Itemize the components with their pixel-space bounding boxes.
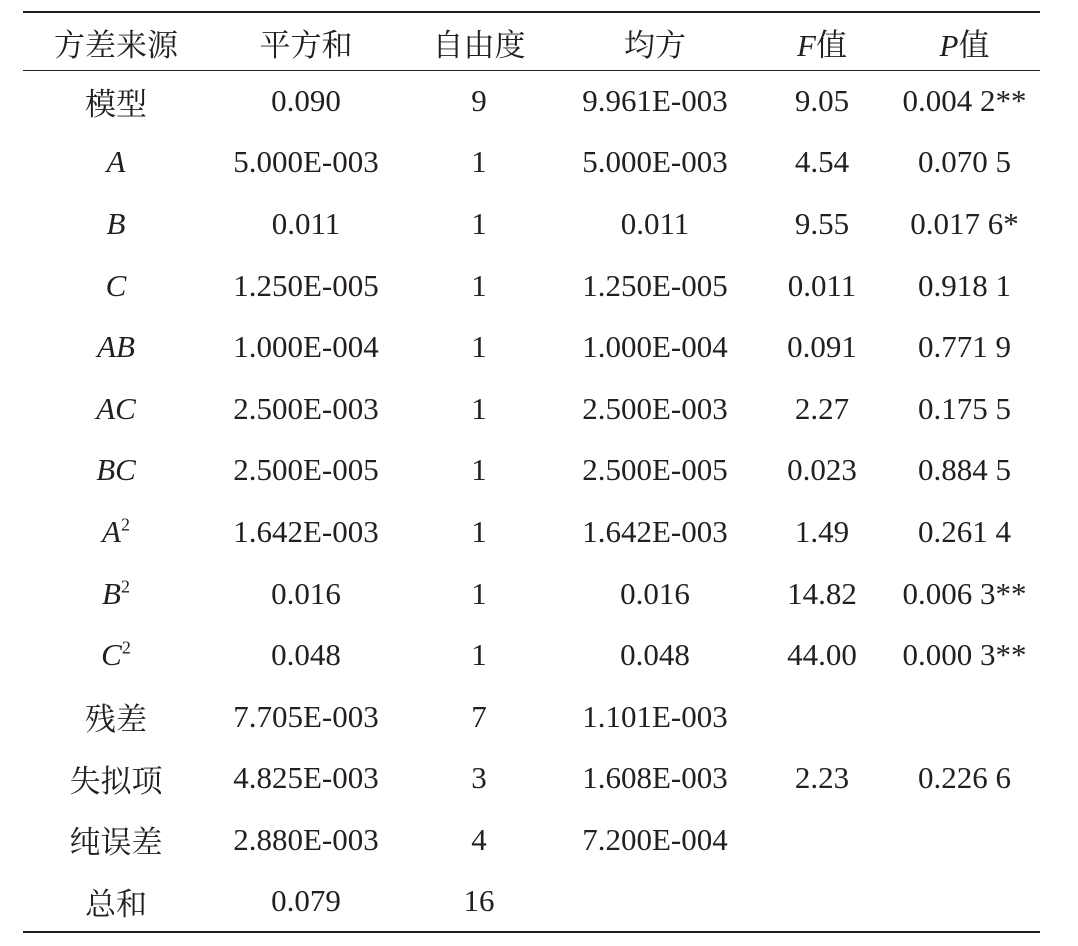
cell-source: $C^2$ [101, 637, 131, 673]
cell-degrees-of-freedom: 1 [471, 637, 487, 673]
cell-mean-square: 0.048 [620, 637, 690, 673]
cell-p-value: 0.884 5 [918, 452, 1011, 488]
header-sum-of-squares: 平方和 [259, 27, 353, 63]
header-f-value: F值 [797, 27, 847, 63]
cell-source: C [105, 267, 127, 303]
cell-sum-of-squares: 1.250E-005 [233, 267, 379, 303]
cell-p-value: 0.070 5 [918, 144, 1011, 180]
cell-sum-of-squares: 2.880E-003 [233, 821, 379, 857]
cell-mean-square: 1.642E-003 [582, 513, 728, 549]
cell-degrees-of-freedom: 9 [471, 83, 487, 119]
cell-sum-of-squares: 0.048 [271, 637, 341, 673]
cell-p-value: 0.175 5 [918, 390, 1011, 426]
table-body [23, 70, 1040, 932]
cell-source: 残差 [85, 702, 147, 738]
cell-p-value: 0.771 9 [918, 329, 1011, 365]
cell-source: A [106, 144, 126, 180]
cell-sum-of-squares: 0.090 [271, 83, 341, 119]
cell-degrees-of-freedom: 3 [471, 760, 487, 796]
cell-source: AB [97, 329, 135, 365]
cell-mean-square: 0.016 [620, 575, 690, 611]
cell-degrees-of-freedom: 1 [471, 267, 487, 303]
cell-degrees-of-freedom: 1 [471, 452, 487, 488]
cell-source: 纯误差 [69, 825, 163, 861]
header-row [23, 12, 1040, 70]
cell-f-value: 2.27 [794, 390, 850, 426]
superscript-exponent: 2 [120, 514, 130, 535]
cell-degrees-of-freedom: 1 [471, 575, 487, 611]
cell-f-value [755, 871, 889, 933]
table-row [23, 501, 1040, 563]
table-row [23, 378, 1040, 440]
cell-degrees-of-freedom: 1 [471, 390, 487, 426]
anova-table-container [23, 11, 1040, 933]
cell-p-value [889, 809, 1040, 871]
cell-f-value [755, 686, 889, 748]
cell-sum-of-squares: 2.500E-003 [233, 390, 379, 426]
cell-f-value: 0.011 [787, 267, 857, 303]
table-row [23, 132, 1040, 194]
anova-table [23, 11, 1040, 933]
cell-p-value: 0.918 1 [918, 267, 1011, 303]
cell-mean-square: 0.011 [620, 205, 690, 241]
cell-f-value: 14.82 [787, 575, 857, 611]
cell-f-value [755, 809, 889, 871]
cell-source: AC [96, 390, 136, 426]
table-row [23, 871, 1040, 933]
table-row [23, 686, 1040, 748]
header-source: 方差来源 [54, 27, 178, 63]
cell-mean-square: 1.101E-003 [582, 698, 728, 734]
table-row [23, 748, 1040, 810]
table-row [23, 440, 1040, 502]
cell-mean-square: 1.000E-004 [582, 329, 728, 365]
header-degrees-of-freedom: 自由度 [432, 27, 526, 63]
cell-f-value: 4.54 [794, 144, 850, 180]
cell-sum-of-squares: 1.000E-004 [233, 329, 379, 365]
cell-f-value: 2.23 [794, 760, 850, 796]
cell-f-value: 44.00 [787, 637, 857, 673]
cell-p-value: 0.004 2** [902, 83, 1027, 119]
cell-mean-square: 1.608E-003 [582, 760, 728, 796]
cell-degrees-of-freedom: 1 [471, 205, 487, 241]
table-header [23, 12, 1040, 70]
cell-source: B [106, 205, 126, 241]
cell-mean-square: 2.500E-005 [582, 452, 728, 488]
cell-sum-of-squares: 0.011 [271, 205, 341, 241]
header-mean-square: 均方 [624, 27, 686, 63]
cell-source: $B^2$ [102, 575, 130, 611]
cell-source: 失拟项 [69, 763, 163, 799]
cell-mean-square: 5.000E-003 [582, 144, 728, 180]
table-row [23, 193, 1040, 255]
cell-p-value [889, 871, 1040, 933]
cell-degrees-of-freedom: 1 [471, 329, 487, 365]
cell-sum-of-squares: 5.000E-003 [233, 144, 379, 180]
table-row [23, 70, 1040, 132]
table-row [23, 624, 1040, 686]
cell-sum-of-squares: 2.500E-005 [233, 452, 379, 488]
cell-sum-of-squares: 4.825E-003 [233, 760, 379, 796]
cell-f-value: 9.55 [794, 205, 850, 241]
table-row [23, 255, 1040, 317]
table-row [23, 563, 1040, 625]
cell-sum-of-squares: 1.642E-003 [233, 513, 379, 549]
cell-f-value: 0.023 [787, 452, 857, 488]
cell-source: 总和 [85, 886, 147, 922]
cell-f-value: 9.05 [794, 83, 850, 119]
superscript-exponent: 2 [121, 637, 131, 658]
table-row [23, 316, 1040, 378]
header-p-value: P值 [939, 27, 990, 63]
cell-p-value: 0.226 6 [918, 760, 1011, 796]
cell-f-value: 1.49 [794, 513, 850, 549]
table-row [23, 809, 1040, 871]
cell-sum-of-squares: 7.705E-003 [233, 698, 379, 734]
cell-mean-square: 7.200E-004 [582, 821, 728, 857]
cell-mean-square: 9.961E-003 [582, 83, 728, 119]
cell-sum-of-squares: 0.016 [271, 575, 341, 611]
cell-mean-square [555, 871, 755, 933]
cell-degrees-of-freedom: 1 [471, 144, 487, 180]
cell-p-value: 0.006 3** [902, 575, 1027, 611]
cell-mean-square: 1.250E-005 [582, 267, 728, 303]
cell-p-value: 0.000 3** [902, 637, 1027, 673]
cell-degrees-of-freedom: 1 [471, 513, 487, 549]
cell-degrees-of-freedom: 7 [471, 698, 487, 734]
cell-source: $A^2$ [102, 513, 130, 549]
cell-source: BC [96, 452, 136, 488]
cell-p-value: 0.017 6* [910, 205, 1019, 241]
cell-p-value [889, 686, 1040, 748]
superscript-exponent: 2 [120, 576, 130, 597]
cell-sum-of-squares: 0.079 [271, 883, 341, 919]
cell-mean-square: 2.500E-003 [582, 390, 728, 426]
cell-f-value: 0.091 [787, 329, 857, 365]
cell-source: 模型 [85, 86, 147, 122]
cell-p-value: 0.261 4 [918, 513, 1011, 549]
cell-degrees-of-freedom: 16 [463, 883, 495, 919]
cell-degrees-of-freedom: 4 [471, 821, 487, 857]
